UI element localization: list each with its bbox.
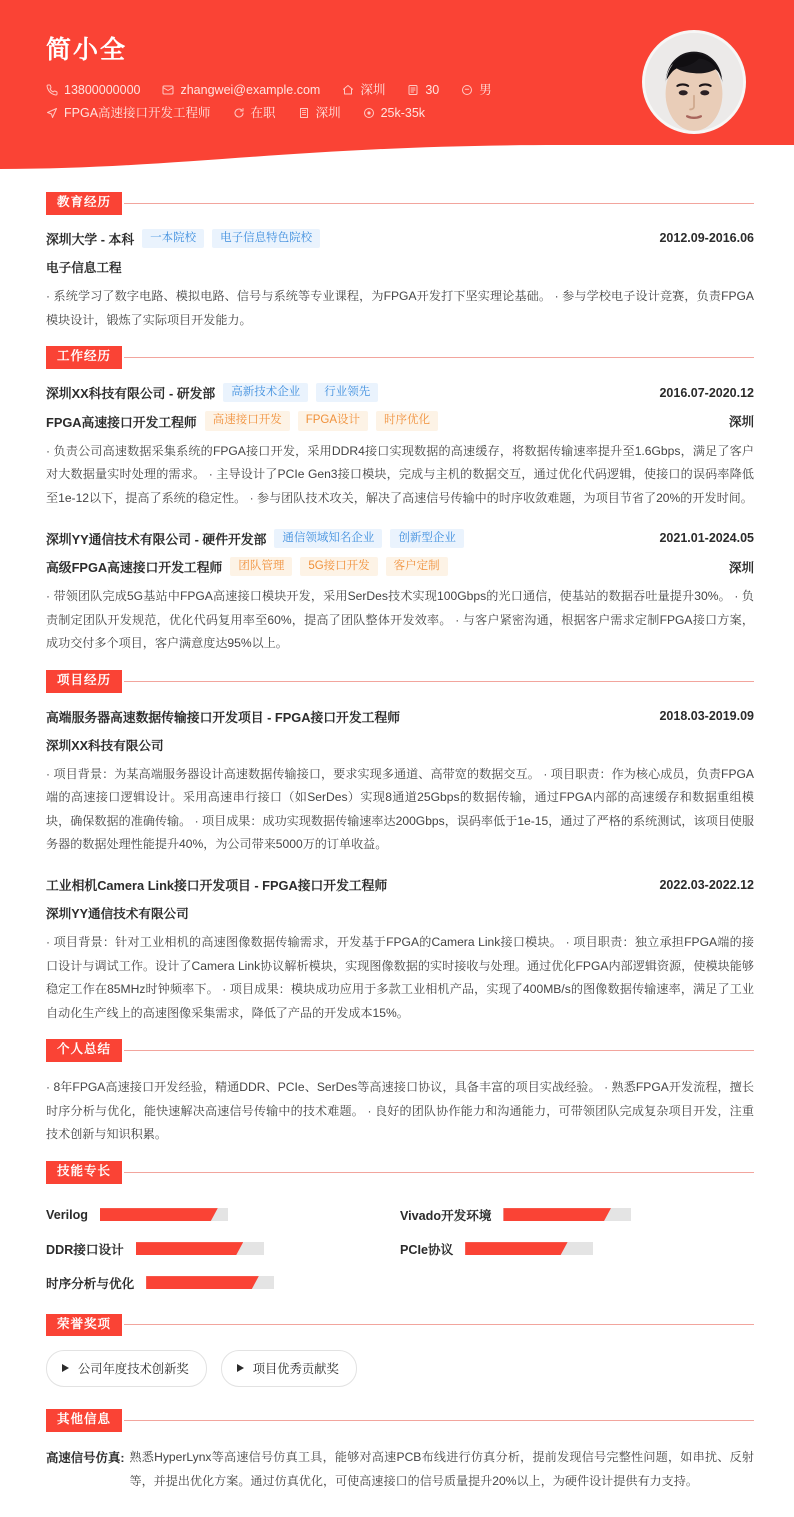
work-company-tag: 行业领先 bbox=[316, 383, 378, 402]
contact-work-city bbox=[298, 107, 341, 120]
contact-phone bbox=[46, 84, 140, 97]
rocket-icon bbox=[46, 107, 58, 119]
work-position-tag: 高速接口开发 bbox=[205, 411, 290, 430]
contact-work-status bbox=[233, 107, 276, 120]
contact-age bbox=[407, 84, 439, 97]
salary-icon bbox=[363, 107, 375, 119]
contact-phone-value: 13800000000 bbox=[64, 83, 141, 97]
education-tag: 电子信息特色院校 bbox=[212, 229, 320, 248]
work-entry-header bbox=[46, 529, 754, 548]
contact-city bbox=[342, 84, 385, 97]
work-location: 深圳 bbox=[728, 415, 754, 430]
skill-label: Vivado开发环境 bbox=[400, 1209, 492, 1224]
section-header-awards bbox=[46, 1314, 754, 1337]
section-other-info bbox=[46, 1409, 754, 1493]
work-entry bbox=[46, 383, 754, 510]
work-description: · 负责公司高速数据采集系统的FPGA接口开发，采用DDR4接口实现数据的高速缓存，将数据传输速率提升至1.6Gbps，满足了客户对大数据量实时处理的需求。 · 主导设计了PCIe Gen3接口模块，完成与主机的数据交互，通过优化代码逻辑，使接口的误码率降低至1e-12以下，提高了系统的稳定性。 · 参与团队技术攻关，解决了高速信号传输中的时序收敛难题，为项目节省了20%的开发时间。 bbox=[46, 443, 754, 505]
work-date: 2016.07-2020.12 bbox=[659, 385, 754, 400]
skill-progress-fill bbox=[136, 1242, 244, 1255]
project-entry bbox=[46, 875, 754, 1025]
section-header-skills bbox=[46, 1161, 754, 1184]
award-label: 公司年度技术创新奖 bbox=[78, 1362, 189, 1377]
project-company: 深圳XX科技有限公司 bbox=[46, 738, 164, 753]
work-position-tag: 时序优化 bbox=[376, 411, 438, 430]
work-position: FPGA高速接口开发工程师 bbox=[46, 414, 197, 430]
other-info-key: 高速信号仿真: bbox=[46, 1451, 125, 1466]
work-position: 高级FPGA高速接口开发工程师 bbox=[46, 560, 223, 576]
contact-job-title-value: FPGA高速接口开发工程师 bbox=[64, 105, 211, 120]
work-position-tag: 团队管理 bbox=[230, 557, 292, 576]
education-tag: 一本院校 bbox=[142, 229, 204, 248]
work-position-tag: 客户定制 bbox=[386, 557, 448, 576]
skill-progress-track bbox=[100, 1208, 228, 1221]
section-header-summary bbox=[46, 1039, 754, 1062]
status-refresh-icon bbox=[233, 107, 245, 119]
project-name: 高端服务器高速数据传输接口开发项目 - FPGA接口开发工程师 bbox=[46, 709, 401, 725]
education-date: 2012.09-2016.06 bbox=[659, 231, 754, 246]
home-icon bbox=[342, 84, 354, 96]
education-entry bbox=[46, 229, 754, 333]
work-company-tag: 通信领域知名企业 bbox=[274, 529, 382, 548]
education-school: 深圳大学 - 本科 bbox=[46, 231, 135, 247]
gender-icon bbox=[461, 84, 473, 96]
project-description: · 项目背景：为某高端服务器设计高速数据传输接口，要求实现多通道、高带宽的数据交互。 · 项目职责：作为核心成员，负责FPGA端的高速接口逻辑设计。采用高速串行接口（如SerDes）实现8通道25Gbps的数据传输，通过FPGA内部的高速缓存和数据重组模块，确保数据的准确传输。 · 项目成果：成功实现数据传输速率达200Gbps，误码率低于1e-15，通过了严格的系统测试，该项目使服务器的数据处理性能提升40%，为公司带来5000万的订单收益。 bbox=[46, 766, 754, 852]
work-company: 深圳XX科技有限公司 - 研发部 bbox=[46, 386, 216, 402]
phone-icon bbox=[46, 84, 58, 96]
section-header-work bbox=[46, 346, 754, 369]
award-label: 项目优秀贡献奖 bbox=[252, 1362, 339, 1377]
contact-gender-value: 男 bbox=[479, 83, 492, 97]
section-header-education bbox=[46, 192, 754, 215]
section-awards bbox=[46, 1314, 754, 1396]
section-skills bbox=[46, 1161, 754, 1300]
work-company: 深圳YY通信技术有限公司 - 硬件开发部 bbox=[46, 531, 267, 547]
play-triangle-icon bbox=[62, 1364, 69, 1372]
skill-progress-fill bbox=[100, 1208, 218, 1221]
project-date: 2022.03-2022.12 bbox=[659, 877, 754, 892]
contact-job-title bbox=[46, 107, 211, 120]
skills-column-left bbox=[46, 1198, 400, 1300]
skills-column-right bbox=[400, 1198, 754, 1300]
skill-progress-fill bbox=[146, 1276, 259, 1289]
work-position-row bbox=[46, 411, 754, 430]
skill-label: Verilog bbox=[46, 1207, 88, 1222]
award-item[interactable] bbox=[46, 1350, 207, 1387]
email-icon bbox=[162, 84, 174, 96]
work-location: 深圳 bbox=[728, 560, 754, 575]
contact-email-value: zhangwei@example.com bbox=[180, 83, 321, 97]
work-entry bbox=[46, 529, 754, 656]
contact-age-value: 30 bbox=[425, 83, 440, 97]
skill-item bbox=[46, 1266, 400, 1300]
project-name: 工业相机Camera Link接口开发项目 - FPGA接口开发工程师 bbox=[46, 878, 388, 894]
contact-city-value: 深圳 bbox=[360, 83, 386, 97]
section-divider bbox=[124, 681, 754, 682]
section-title-education: 教育经历 bbox=[46, 192, 122, 215]
skill-item bbox=[46, 1232, 400, 1266]
avatar-portrait-icon bbox=[645, 33, 743, 131]
project-entry-header bbox=[46, 875, 754, 894]
skill-progress-fill bbox=[465, 1242, 567, 1255]
section-title-work: 工作经历 bbox=[46, 346, 122, 369]
contact-salary-value: 25k-35k bbox=[380, 105, 426, 120]
section-education bbox=[46, 192, 754, 332]
play-triangle-icon bbox=[237, 1364, 244, 1372]
work-position-row bbox=[46, 557, 754, 576]
header-curve-decoration bbox=[0, 145, 794, 172]
section-title-projects: 项目经历 bbox=[46, 670, 122, 693]
section-divider bbox=[124, 1050, 754, 1051]
project-description: · 项目背景：针对工业相机的高速图像数据传输需求，开发基于FPGA的Camera Link接口模块。 · 项目职责：独立承担FPGA端的接口设计与调试工作。设计了Camera Link协议解析模块，实现图像数据的实时接收与处理。通过优化FPGA内部逻辑资源，使模块能够稳定工作在85MHz时钟频率下。 · 项目成果：模块成功应用于多款工业相机产品，实现了400MB/s的图像数据传输速率，满足了工业自动化生产线上的高速图像采集需求，降低了产品的开发成本15%。 bbox=[46, 935, 754, 1020]
skill-progress-track bbox=[465, 1242, 593, 1255]
section-title-other-info: 其他信息 bbox=[46, 1409, 122, 1432]
skill-label: DDR接口设计 bbox=[46, 1243, 124, 1258]
contact-salary bbox=[363, 107, 425, 120]
skill-progress-track bbox=[146, 1276, 274, 1289]
skill-item bbox=[400, 1198, 754, 1232]
education-major: 电子信息工程 bbox=[46, 261, 122, 276]
skill-label: PCIe协议 bbox=[400, 1243, 454, 1258]
resume-header bbox=[0, 0, 794, 172]
resume-body bbox=[0, 172, 794, 1517]
section-header-projects bbox=[46, 670, 754, 693]
contact-row-secondary bbox=[46, 107, 514, 120]
page-title: 简小全 bbox=[46, 36, 128, 64]
other-info-item bbox=[46, 1446, 754, 1493]
awards-list bbox=[46, 1350, 754, 1395]
project-entry-header bbox=[46, 707, 754, 726]
avatar bbox=[642, 30, 746, 134]
work-description: · 带领团队完成5G基站中FPGA高速接口模块开发，采用SerDes技术实现100Gbps的光口通信，使基站的数据吞吐量提升30%。 · 负责制定团队开发规范，优化代码复用率至60%，提高了团队整体开发效率。 · 与客户紧密沟通，根据客户需求定制FPGA接口方案，成功交付多个项目，客户满意度达95%以上。 bbox=[46, 589, 754, 651]
education-description: · 系统学习了数字电路、模拟电路、信号与系统等专业课程，为FPGA开发打下坚实理论基础。 · 参与学校电子设计竞赛，负责FPGA模块设计，锻炼了实际项目开发能力。 bbox=[46, 289, 754, 327]
section-header-other-info bbox=[46, 1409, 754, 1432]
project-company: 深圳YY通信技术有限公司 bbox=[46, 907, 189, 922]
summary-description: · 8年FPGA高速接口开发经验，精通DDR、PCIe、SerDes等高速接口协议，具备丰富的项目实战经验。 · 熟悉FPGA开发流程，擅长时序分析与优化，能快速解决高速信号传输中的技术难题。 · 良好的团队协作能力和沟通能力，可带领团队完成复杂项目开发，注重技术创新与知识积累。 bbox=[46, 1080, 754, 1142]
work-entry-header bbox=[46, 383, 754, 402]
header-left-block bbox=[46, 26, 514, 129]
contact-work-city-value: 深圳 bbox=[315, 105, 341, 120]
building-icon bbox=[298, 107, 310, 119]
skill-progress-track bbox=[136, 1242, 264, 1255]
work-company-tag: 高新技术企业 bbox=[223, 383, 308, 402]
section-divider bbox=[124, 203, 754, 204]
section-divider bbox=[124, 357, 754, 358]
section-title-awards: 荣誉奖项 bbox=[46, 1314, 122, 1337]
section-title-summary: 个人总结 bbox=[46, 1039, 122, 1062]
section-work bbox=[46, 346, 754, 656]
work-company-tag: 创新型企业 bbox=[390, 529, 464, 548]
award-item[interactable] bbox=[221, 1350, 357, 1387]
section-title-skills: 技能专长 bbox=[46, 1161, 122, 1184]
section-divider bbox=[124, 1420, 754, 1421]
skill-label: 时序分析与优化 bbox=[46, 1277, 135, 1292]
work-position-tag: FPGA设计 bbox=[298, 411, 368, 430]
skill-item bbox=[46, 1198, 400, 1232]
project-date: 2018.03-2019.09 bbox=[659, 709, 754, 724]
skill-progress-track bbox=[503, 1208, 631, 1221]
work-date: 2021.01-2024.05 bbox=[659, 531, 754, 546]
skill-progress-fill bbox=[503, 1208, 611, 1221]
work-position-tag: 5G接口开发 bbox=[300, 557, 377, 576]
skills-grid bbox=[46, 1198, 754, 1300]
section-projects bbox=[46, 670, 754, 1025]
id-card-icon bbox=[407, 84, 419, 96]
other-info-value: 熟悉HyperLynx等高速信号仿真工具，能够对高速PCB布线进行仿真分析，提前发现信号完整性问题，如串扰、反射等，并提出优化方案。通过仿真优化，可使高速接口的信号质量提升20%以上，为硬件设计提供有力支持。 bbox=[129, 1450, 754, 1488]
contact-gender bbox=[461, 84, 492, 97]
section-summary bbox=[46, 1039, 754, 1146]
project-entry bbox=[46, 707, 754, 857]
contact-row-primary bbox=[46, 84, 514, 97]
section-divider bbox=[124, 1172, 754, 1173]
contact-email bbox=[162, 84, 320, 97]
skill-item bbox=[400, 1232, 754, 1266]
section-divider bbox=[124, 1324, 754, 1325]
education-entry-header bbox=[46, 229, 754, 248]
contact-work-status-value: 在职 bbox=[250, 105, 276, 120]
